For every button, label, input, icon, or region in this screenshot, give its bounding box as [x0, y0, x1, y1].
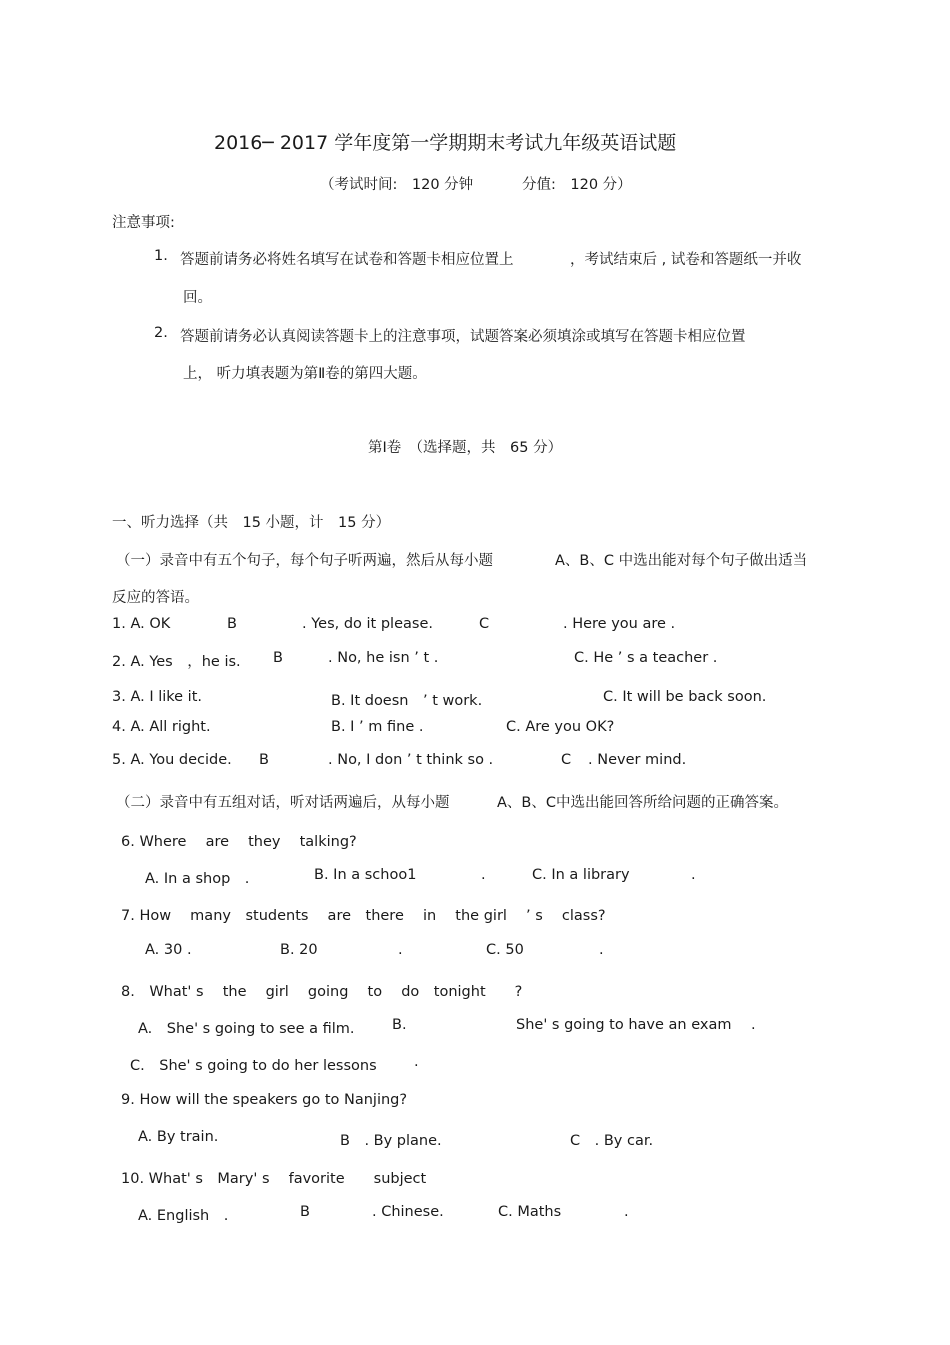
note-2-text-end: 上， 听力填表题为第Ⅱ卷的第四大题。 — [183, 366, 427, 382]
q2-option-c: C. He ’ s a teacher . — [574, 650, 718, 666]
q6-option-a: A. In a shop . — [145, 871, 250, 887]
q9-option-c: C . By car. — [570, 1133, 654, 1149]
section-1-heading: 一、听力选择（共 15 小题，计 15 分） — [112, 515, 391, 531]
q7-option-c-dot: . — [599, 942, 604, 958]
note-1-text-cont: ，考试结束后 , 试卷和答题纸一并收 — [570, 252, 802, 268]
part-1-instruction-end: 反应的答语。 — [112, 590, 199, 606]
part-1-instruction-cont: A、B、C 中选出能对每个句子做出适当 — [555, 553, 808, 569]
exam-title: 2016─ 2017 学年度第一学期期末考试九年级英语试题 — [214, 132, 677, 154]
q2-option-b: . No, he isn ’ t . — [328, 650, 439, 666]
q8-option-a: A. She' s going to see a film. — [138, 1021, 355, 1037]
q6-question: 6. Where are they talking? — [121, 834, 357, 850]
q7-option-c: C. 50 — [486, 942, 524, 958]
q4-option-c: C. Are you OK? — [506, 719, 615, 735]
q9-option-a: A. By train. — [138, 1129, 219, 1145]
q8-option-b-label: B. — [392, 1017, 407, 1033]
note-1-number: 1. — [154, 248, 168, 264]
q1-option-c-label: C — [479, 616, 490, 632]
q2-option-a: 2. A. Yes ，he is. — [112, 654, 241, 670]
q10-option-c-dot: . — [624, 1204, 629, 1220]
q3-option-b: B. It doesn ’ t work. — [331, 693, 483, 709]
q8-option-b: She' s going to have an exam — [516, 1017, 732, 1033]
q8-option-b-dot: . — [751, 1017, 756, 1033]
q1-option-b: . Yes, do it please. — [302, 616, 433, 632]
q10-option-c: C. Maths — [498, 1204, 562, 1220]
q10-option-a: A. English . — [138, 1208, 229, 1224]
q7-option-a: A. 30 . — [145, 942, 192, 958]
q4-option-b: B. I ’ m fine . — [331, 719, 424, 735]
q5-option-b: . No, I don ’ t think so . — [328, 752, 494, 768]
q10-option-b-label: B — [300, 1204, 310, 1220]
q5-option-a: 5. A. You decide. — [112, 752, 232, 768]
q1-option-b-label: B — [227, 616, 237, 632]
q4-option-a: 4. A. All right. — [112, 719, 211, 735]
q8-option-c-dot: . — [414, 1054, 419, 1070]
note-2-number: 2. — [154, 325, 168, 341]
q2-option-b-label: B — [273, 650, 283, 666]
q6-option-c-dot: . — [691, 867, 696, 883]
exam-time: （考试时间: 120 分钟 — [320, 177, 474, 193]
q6-option-b-dot: . — [481, 867, 486, 883]
part-1-instruction: （一）录音中有五个句子，每个句子听两遍，然后从每小题 — [116, 553, 493, 569]
q5-option-b-label: B — [259, 752, 269, 768]
q1-option-c: . Here you are . — [563, 616, 676, 632]
q10-option-b: . Chinese. — [372, 1204, 444, 1220]
q9-option-b: B . By plane. — [340, 1133, 442, 1149]
part-2-instruction: （二）录音中有五组对话，听对话两遍后，从每小题 — [116, 795, 450, 811]
q7-option-b: B. 20 — [280, 942, 318, 958]
q5-option-c: . Never mind. — [588, 752, 687, 768]
volume-1-heading: 第Ⅰ卷 （选择题，共 65 分） — [368, 440, 563, 456]
q5-option-c-label: C — [561, 752, 572, 768]
note-2-text: 答题前请务必认真阅读答题卡上的注意事项，试题答案必须填涂或填写在答题卡相应位置 — [180, 329, 746, 345]
q3-option-a: 3. A. I like it. — [112, 689, 203, 705]
exam-score: 分值: 120 分） — [522, 177, 632, 193]
q6-option-b: B. In a schoo1 — [314, 867, 417, 883]
q7-question: 7. How many students are there in the girl ’ s class? — [121, 908, 606, 924]
q1-option-a: 1. A. OK — [112, 616, 171, 632]
q3-option-c: C. It will be back soon. — [603, 689, 767, 705]
q8-question: 8. What' s the girl going to do tonight ? — [121, 984, 523, 1000]
q9-question: 9. How will the speakers go to Nanjing? — [121, 1092, 408, 1108]
notes-heading: 注意事项: — [112, 215, 175, 231]
q10-question: 10. What' s Mary' s favorite subject — [121, 1171, 427, 1187]
q7-option-b-dot: . — [398, 942, 403, 958]
q6-option-c: C. In a library — [532, 867, 630, 883]
part-2-instruction-cont: A、B、C中选出能回答所给问题的正确答案。 — [497, 795, 788, 811]
q8-option-c: C. She' s going to do her lessons — [130, 1058, 377, 1074]
note-1-text-end: 回。 — [183, 290, 212, 306]
note-1-text: 答题前请务必将姓名填写在试卷和答题卡相应位置上 — [180, 252, 514, 268]
